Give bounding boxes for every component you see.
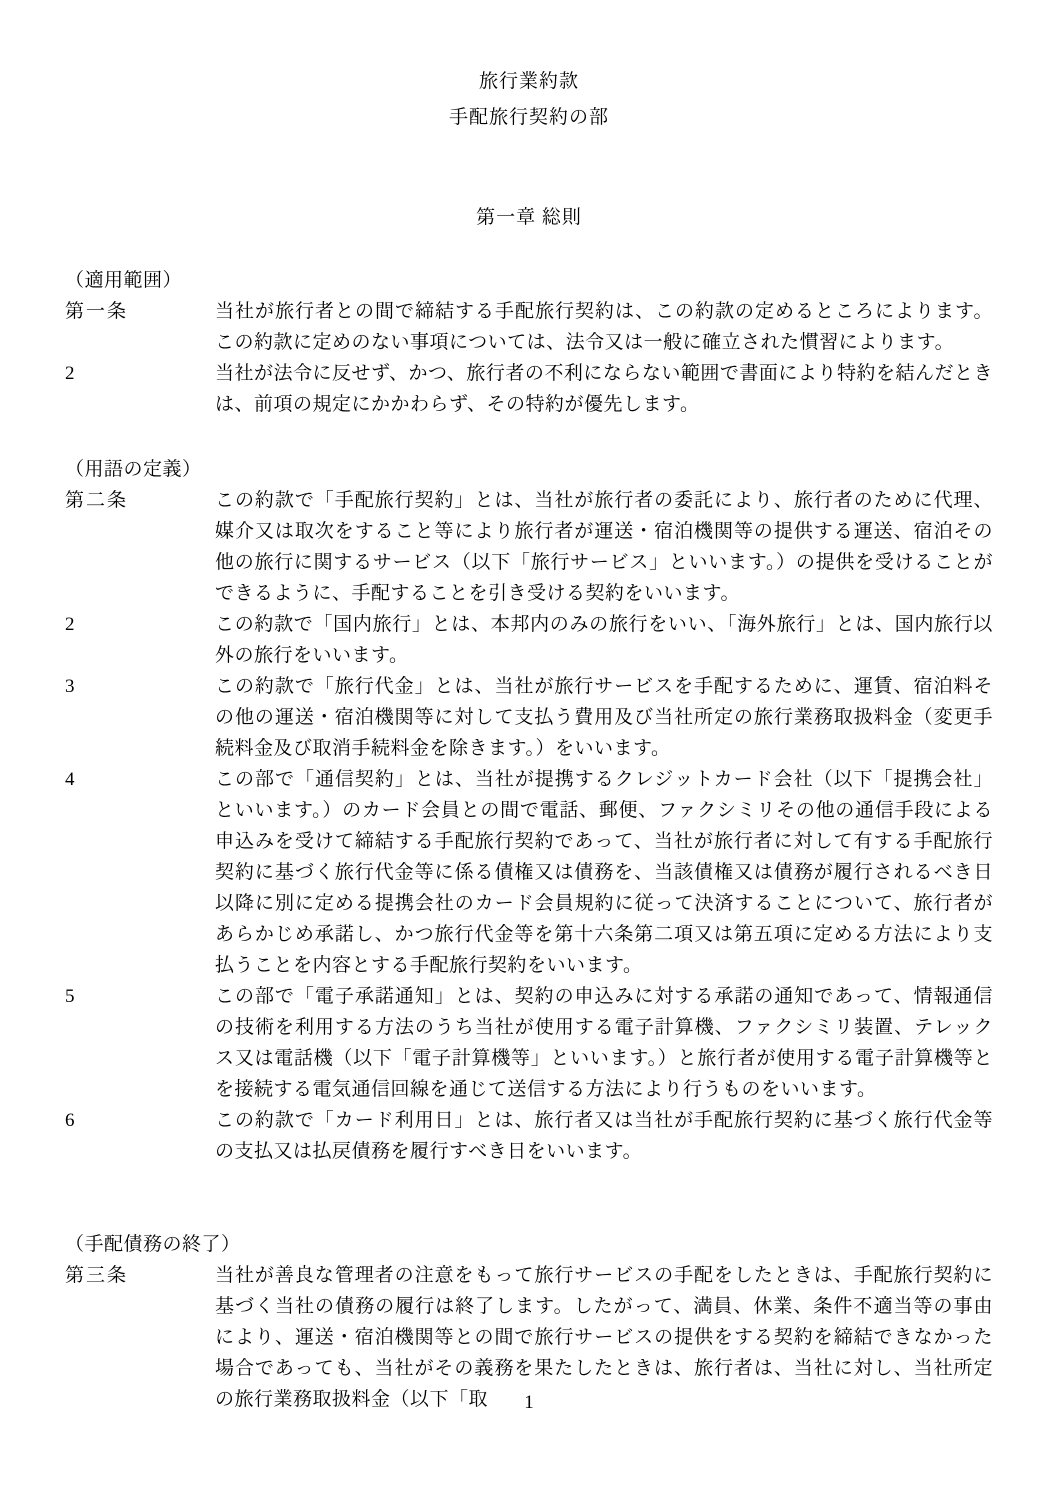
chapter-heading: 第一章 総則 <box>476 207 582 228</box>
section-heading-scope: （適用範囲） <box>65 270 183 291</box>
document-subtitle: 手配旅行契約の部 <box>448 107 609 128</box>
clause-text: この約款で「カード利用日」とは、旅行者又は当社が手配旅行契約に基づく旅行代金等の支払又は払戻債務を履行すべき日をいいます。 <box>215 1110 993 1162</box>
clause-article-1-para-2 <box>65 358 993 420</box>
clause-article-2-para-4 <box>65 764 993 981</box>
clause-label: 2 <box>65 363 77 384</box>
section-scope <box>65 265 993 420</box>
clause-text: 当社が善良な管理者の注意をもって旅行サービスの手配をしたときは、手配旅行契約に基づく当社の債務の履行は終了します。したがって、満員、休業、条件不適当等の事由により、運送・宿泊機関等との間で旅行サービスの提供をする契約を締結できなかった場合であっても、当社がその義務を果たしたときは、旅行者は、当社に対し、当社所定の旅行業務取扱料金（以下「取 <box>215 1265 993 1410</box>
clause-label: 第三条 <box>65 1265 129 1286</box>
section-heading-completion: （手配債務の終了） <box>65 1234 241 1255</box>
clause-article-2 <box>65 485 993 609</box>
clause-label: 5 <box>65 986 77 1007</box>
clause-article-1 <box>65 296 993 358</box>
clause-article-2-para-5 <box>65 981 993 1105</box>
clause-text: 当社が旅行者との間で締結する手配旅行契約は、この約款の定めるところによります。この約款に定めのない事項については、法令又は一般に確立された慣習によります。 <box>215 301 993 353</box>
document-title: 旅行業約款 <box>478 71 579 92</box>
clause-label: 4 <box>65 769 77 790</box>
title-block <box>65 64 993 136</box>
clause-text: この部で「電子承諾通知」とは、契約の申込みに対する承諾の通知であって、情報通信の技術を利用する方法のうち当社が使用する電子計算機、ファクシミリ装置、テレックス又は電話機（以下「電子計算機等」といいます。）と旅行者が使用する電子計算機等とを接続する電気通信回線を通じて送信する方法により行うものをいいます。 <box>215 986 993 1100</box>
clause-article-2-para-6 <box>65 1105 993 1167</box>
clause-label: 6 <box>65 1110 77 1131</box>
clause-article-2-para-3 <box>65 671 993 764</box>
clause-text: 当社が法令に反せず、かつ、旅行者の不利にならない範囲で書面により特約を結んだときは、前項の規定にかかわらず、その特約が優先します。 <box>215 363 993 415</box>
clause-text: この約款で「旅行代金」とは、当社が旅行サービスを手配するために、運賃、宿泊料その他の運送・宿泊機関等に対して支払う費用及び当社所定の旅行業務取扱料金（変更手続料金及び取消手続料金を除きます。）をいいます。 <box>215 676 993 759</box>
section-definitions <box>65 454 993 1167</box>
clause-label: 第一条 <box>65 301 129 322</box>
clause-text: この約款で「手配旅行契約」とは、当社が旅行者の委託により、旅行者のために代理、媒介又は取次をすること等により旅行者が運送・宿泊機関等の提供する運送、宿泊その他の旅行に関するサービス（以下「旅行サービス」といいます。）の提供を受けることができるように、手配することを引き受ける契約をいいます。 <box>215 490 993 604</box>
clause-text: この約款で「国内旅行」とは、本邦内のみの旅行をいい、「海外旅行」とは、国内旅行以外の旅行をいいます。 <box>215 614 993 666</box>
clause-label: 3 <box>65 676 77 697</box>
clause-text: この部で「通信契約」とは、当社が提携するクレジットカード会社（以下「提携会社」といいます。）のカード会員との間で電話、郵便、ファクシミリその他の通信手段による申込みを受けて締結する手配旅行契約であって、当社が旅行者に対して有する手配旅行契約に基づく旅行代金等に係る債権又は債務を、当該債権又は債務が履行されるべき日以降に別に定める提携会社のカード会員規約に従って決済することについて、旅行者があらかじめ承諾し、かつ旅行代金等を第十六条第二項又は第五項に定める方法により支払うことを内容とする手配旅行契約をいいます。 <box>215 769 993 976</box>
clause-label: 第二条 <box>65 490 129 511</box>
page-number: 1 <box>524 1392 534 1413</box>
section-heading-definitions: （用語の定義） <box>65 459 202 480</box>
clause-article-2-para-2 <box>65 609 993 671</box>
clause-label: 2 <box>65 614 77 635</box>
